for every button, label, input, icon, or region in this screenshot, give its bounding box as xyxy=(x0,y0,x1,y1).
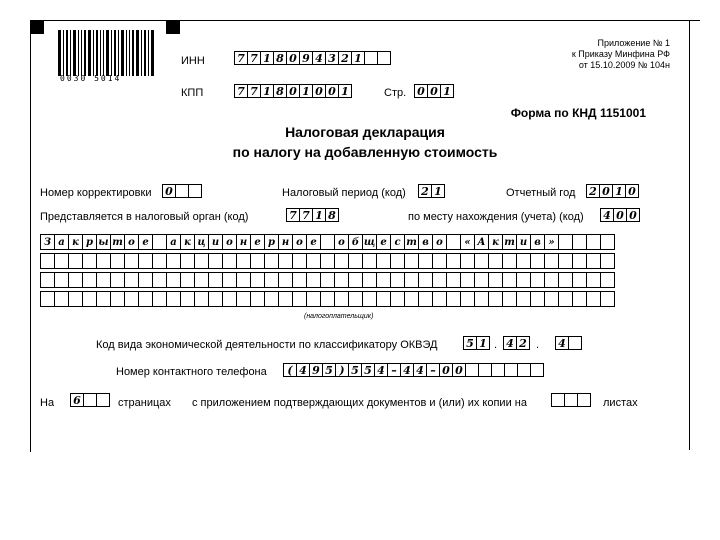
char-cell[interactable] xyxy=(362,272,377,288)
char-cell[interactable]: н xyxy=(278,234,293,250)
char-cell[interactable] xyxy=(292,253,307,269)
char-cell[interactable]: 1 xyxy=(440,84,454,98)
char-cell[interactable] xyxy=(418,291,433,307)
char-cell[interactable]: т xyxy=(110,234,125,250)
char-cell[interactable] xyxy=(460,291,475,307)
char-cell[interactable] xyxy=(558,272,573,288)
char-cell[interactable]: 7 xyxy=(286,208,300,222)
char-cell[interactable] xyxy=(600,291,615,307)
char-cell[interactable]: к xyxy=(180,234,195,250)
char-cell[interactable]: « xyxy=(460,234,475,250)
char-cell[interactable]: т xyxy=(404,234,419,250)
char-cell[interactable]: 0 xyxy=(599,184,613,198)
char-cell[interactable] xyxy=(124,253,139,269)
char-cell[interactable]: 3 xyxy=(325,51,339,65)
char-cell[interactable] xyxy=(517,363,531,377)
char-cell[interactable]: 0 xyxy=(414,84,428,98)
char-cell[interactable] xyxy=(194,272,209,288)
char-cell[interactable] xyxy=(40,272,55,288)
taxpayer-grid-row[interactable] xyxy=(40,253,615,269)
char-cell[interactable]: в xyxy=(418,234,433,250)
char-cell[interactable] xyxy=(82,253,97,269)
char-cell[interactable] xyxy=(446,291,461,307)
char-cell[interactable] xyxy=(334,291,349,307)
pages-mid-label: страницах xyxy=(118,397,171,409)
char-cell[interactable] xyxy=(68,291,83,307)
char-cell[interactable]: 1 xyxy=(312,208,326,222)
char-cell[interactable] xyxy=(250,291,265,307)
char-cell[interactable] xyxy=(516,253,531,269)
char-cell[interactable] xyxy=(488,253,503,269)
char-cell[interactable] xyxy=(194,253,209,269)
location-cells[interactable] xyxy=(600,208,640,222)
char-cell[interactable]: е xyxy=(376,234,391,250)
char-cell[interactable] xyxy=(320,291,335,307)
char-cell[interactable] xyxy=(40,291,55,307)
char-cell[interactable] xyxy=(460,253,475,269)
char-cell[interactable]: с xyxy=(390,234,405,250)
char-cell[interactable] xyxy=(110,272,125,288)
char-cell[interactable] xyxy=(460,272,475,288)
char-cell[interactable]: 1 xyxy=(260,51,274,65)
char-cell[interactable] xyxy=(180,272,195,288)
char-cell[interactable]: 4 xyxy=(374,363,388,377)
char-cell[interactable] xyxy=(572,272,587,288)
char-cell[interactable]: 0 xyxy=(286,84,300,98)
char-cell[interactable] xyxy=(110,291,125,307)
char-cell[interactable]: 8 xyxy=(325,208,339,222)
char-cell[interactable]: 7 xyxy=(299,208,313,222)
page-number-label: Стр. xyxy=(384,87,407,99)
char-cell[interactable]: 2 xyxy=(586,184,600,198)
char-cell[interactable] xyxy=(82,291,97,307)
char-cell[interactable] xyxy=(264,291,279,307)
char-cell[interactable]: 7 xyxy=(234,51,248,65)
char-cell[interactable] xyxy=(54,272,69,288)
char-cell[interactable] xyxy=(222,291,237,307)
char-cell[interactable]: 1 xyxy=(351,51,365,65)
char-cell[interactable] xyxy=(320,253,335,269)
char-cell[interactable] xyxy=(348,272,363,288)
char-cell[interactable] xyxy=(376,253,391,269)
char-cell[interactable]: ы xyxy=(96,234,111,250)
char-cell[interactable] xyxy=(54,253,69,269)
char-cell[interactable]: 0 xyxy=(312,84,326,98)
taxpayer-caption: (налогоплательщик) xyxy=(304,313,374,320)
char-cell[interactable] xyxy=(348,253,363,269)
char-cell[interactable] xyxy=(208,272,223,288)
char-cell[interactable] xyxy=(432,272,447,288)
char-cell[interactable]: 0 xyxy=(325,84,339,98)
char-cell[interactable] xyxy=(390,253,405,269)
char-cell[interactable] xyxy=(502,291,517,307)
char-cell[interactable] xyxy=(478,363,492,377)
char-cell[interactable]: 9 xyxy=(299,51,313,65)
char-cell[interactable] xyxy=(306,291,321,307)
page-top-edge xyxy=(30,20,700,21)
char-cell[interactable] xyxy=(138,253,153,269)
char-cell[interactable]: и xyxy=(208,234,223,250)
char-cell[interactable]: – xyxy=(387,363,401,377)
char-cell[interactable]: 0 xyxy=(613,208,627,222)
char-cell[interactable]: 4 xyxy=(503,336,517,350)
pages-prefix: На xyxy=(40,397,55,409)
char-cell[interactable] xyxy=(364,51,378,65)
char-cell[interactable]: к xyxy=(488,234,503,250)
char-cell[interactable]: 4 xyxy=(400,363,414,377)
sheets-label: листах xyxy=(603,397,638,409)
char-cell[interactable] xyxy=(572,253,587,269)
char-cell[interactable] xyxy=(600,253,615,269)
char-cell[interactable] xyxy=(264,253,279,269)
char-cell[interactable] xyxy=(404,253,419,269)
char-cell[interactable] xyxy=(320,272,335,288)
taxpayer-grid-row[interactable] xyxy=(40,291,615,307)
char-cell[interactable] xyxy=(320,234,335,250)
char-cell[interactable] xyxy=(544,253,559,269)
char-cell[interactable]: 1 xyxy=(612,184,626,198)
char-cell[interactable] xyxy=(530,363,544,377)
char-cell[interactable] xyxy=(376,272,391,288)
char-cell[interactable] xyxy=(250,272,265,288)
char-cell[interactable]: 8 xyxy=(273,84,287,98)
char-cell[interactable] xyxy=(377,51,391,65)
char-cell[interactable] xyxy=(432,253,447,269)
barcode xyxy=(58,30,158,76)
char-cell[interactable] xyxy=(572,234,587,250)
char-cell[interactable]: А xyxy=(474,234,489,250)
char-cell[interactable] xyxy=(564,393,578,407)
char-cell[interactable] xyxy=(600,272,615,288)
char-cell[interactable] xyxy=(236,291,251,307)
char-cell[interactable] xyxy=(236,253,251,269)
char-cell[interactable] xyxy=(572,291,587,307)
char-cell[interactable] xyxy=(390,272,405,288)
char-cell[interactable] xyxy=(124,291,139,307)
char-cell[interactable] xyxy=(502,253,517,269)
order-line-2: к Приказу Минфина РФ xyxy=(571,49,670,59)
char-cell[interactable]: 5 xyxy=(463,336,477,350)
inn-label: ИНН xyxy=(181,55,205,67)
attachment-cells[interactable] xyxy=(551,393,591,407)
char-cell[interactable] xyxy=(544,272,559,288)
char-cell[interactable] xyxy=(278,253,293,269)
char-cell[interactable] xyxy=(208,253,223,269)
char-cell[interactable]: 0 xyxy=(452,363,466,377)
char-cell[interactable] xyxy=(334,253,349,269)
char-cell[interactable]: ( xyxy=(283,363,297,377)
correction-label: Номер корректировки xyxy=(40,187,152,199)
char-cell[interactable] xyxy=(334,272,349,288)
char-cell[interactable]: 0 xyxy=(286,51,300,65)
char-cell[interactable]: – xyxy=(426,363,440,377)
char-cell[interactable]: 1 xyxy=(299,84,313,98)
char-cell[interactable]: 2 xyxy=(516,336,530,350)
char-cell[interactable] xyxy=(306,253,321,269)
char-cell[interactable]: 7 xyxy=(247,51,261,65)
order-reference xyxy=(520,38,670,71)
char-cell[interactable] xyxy=(348,291,363,307)
char-cell[interactable] xyxy=(180,291,195,307)
char-cell[interactable] xyxy=(152,234,167,250)
char-cell[interactable] xyxy=(504,363,518,377)
char-cell[interactable] xyxy=(278,272,293,288)
okved-cells-group-3[interactable] xyxy=(555,336,582,350)
char-cell[interactable] xyxy=(586,253,601,269)
char-cell[interactable]: 4 xyxy=(312,51,326,65)
char-cell[interactable] xyxy=(83,393,97,407)
barcode-number: 0030 5014 xyxy=(60,74,122,83)
char-cell[interactable]: 5 xyxy=(361,363,375,377)
corner-marker-left xyxy=(30,20,44,34)
char-cell[interactable] xyxy=(488,291,503,307)
char-cell[interactable]: щ xyxy=(362,234,377,250)
char-cell[interactable] xyxy=(68,272,83,288)
year-cells[interactable] xyxy=(586,184,639,198)
char-cell[interactable] xyxy=(264,272,279,288)
char-cell[interactable] xyxy=(558,253,573,269)
char-cell[interactable] xyxy=(390,291,405,307)
char-cell[interactable] xyxy=(152,272,167,288)
char-cell[interactable]: 4 xyxy=(555,336,569,350)
char-cell[interactable] xyxy=(194,291,209,307)
char-cell[interactable] xyxy=(488,272,503,288)
page-left-edge xyxy=(30,20,31,452)
char-cell[interactable] xyxy=(418,253,433,269)
location-label: по месту нахождения (учета) (код) xyxy=(408,211,584,223)
char-cell[interactable] xyxy=(474,272,489,288)
char-cell[interactable] xyxy=(138,272,153,288)
char-cell[interactable] xyxy=(577,393,591,407)
char-cell[interactable] xyxy=(278,291,293,307)
taxpayer-grid-row[interactable] xyxy=(40,234,615,250)
char-cell[interactable]: 0 xyxy=(162,184,176,198)
declaration-title: Налоговая декларация xyxy=(285,124,445,140)
char-cell[interactable]: в xyxy=(530,234,545,250)
authority-label: Представляется в налоговый орган (код) xyxy=(40,211,249,223)
char-cell[interactable] xyxy=(96,272,111,288)
taxpayer-name-grid[interactable] xyxy=(40,234,615,307)
order-line-3: от 15.10.2009 № 104н xyxy=(578,60,670,70)
char-cell[interactable] xyxy=(418,272,433,288)
char-cell[interactable] xyxy=(82,272,97,288)
char-cell[interactable] xyxy=(362,253,377,269)
char-cell[interactable] xyxy=(516,291,531,307)
declaration-subtitle: по налогу на добавленную стоимость xyxy=(232,144,498,160)
char-cell[interactable] xyxy=(292,291,307,307)
char-cell[interactable] xyxy=(586,291,601,307)
char-cell[interactable] xyxy=(474,253,489,269)
char-cell[interactable]: 5 xyxy=(322,363,336,377)
char-cell[interactable]: н xyxy=(236,234,251,250)
char-cell[interactable] xyxy=(175,184,189,198)
char-cell[interactable]: 2 xyxy=(418,184,432,198)
char-cell[interactable] xyxy=(124,272,139,288)
char-cell[interactable]: 1 xyxy=(260,84,274,98)
char-cell[interactable]: 4 xyxy=(296,363,310,377)
char-cell[interactable]: 7 xyxy=(247,84,261,98)
char-cell[interactable]: 7 xyxy=(234,84,248,98)
char-cell[interactable] xyxy=(166,291,181,307)
char-cell[interactable] xyxy=(491,363,505,377)
char-cell[interactable]: и xyxy=(516,234,531,250)
kpp-label: КПП xyxy=(181,87,204,99)
char-cell[interactable] xyxy=(54,291,69,307)
char-cell[interactable]: 4 xyxy=(413,363,427,377)
char-cell[interactable]: 0 xyxy=(625,184,639,198)
page-number-cells[interactable] xyxy=(414,84,454,98)
char-cell[interactable]: 2 xyxy=(338,51,352,65)
char-cell[interactable] xyxy=(96,393,110,407)
char-cell[interactable]: 1 xyxy=(476,336,490,350)
char-cell[interactable] xyxy=(208,291,223,307)
char-cell[interactable]: » xyxy=(544,234,559,250)
char-cell[interactable] xyxy=(530,253,545,269)
char-cell[interactable]: 9 xyxy=(309,363,323,377)
pages-cells[interactable] xyxy=(70,393,110,407)
char-cell[interactable] xyxy=(586,234,601,250)
okved-separator-1: . xyxy=(494,339,498,351)
char-cell[interactable] xyxy=(188,184,202,198)
char-cell[interactable] xyxy=(474,291,489,307)
inn-cells[interactable] xyxy=(234,51,391,65)
char-cell[interactable] xyxy=(551,393,565,407)
char-cell[interactable] xyxy=(544,291,559,307)
char-cell[interactable]: а xyxy=(166,234,181,250)
char-cell[interactable]: 5 xyxy=(348,363,362,377)
char-cell[interactable] xyxy=(586,272,601,288)
attachment-label: с приложением подтверждающих документов и (или) их копии на xyxy=(192,397,527,409)
char-cell[interactable]: о xyxy=(292,234,307,250)
char-cell[interactable] xyxy=(222,253,237,269)
char-cell[interactable] xyxy=(152,253,167,269)
char-cell[interactable] xyxy=(446,272,461,288)
char-cell[interactable] xyxy=(236,272,251,288)
char-cell[interactable]: 4 xyxy=(600,208,614,222)
knd-form-code: Форма по КНД 1151001 xyxy=(510,106,646,120)
char-cell[interactable]: о xyxy=(334,234,349,250)
correction-cells[interactable] xyxy=(162,184,202,198)
char-cell[interactable] xyxy=(138,291,153,307)
char-cell[interactable] xyxy=(306,272,321,288)
char-cell[interactable]: 1 xyxy=(431,184,445,198)
char-cell[interactable]: 0 xyxy=(427,84,441,98)
char-cell[interactable] xyxy=(96,291,111,307)
char-cell[interactable]: 0 xyxy=(439,363,453,377)
authority-cells[interactable] xyxy=(286,208,339,222)
char-cell[interactable]: р xyxy=(82,234,97,250)
char-cell[interactable]: 1 xyxy=(338,84,352,98)
kpp-cells[interactable] xyxy=(234,84,352,98)
period-label: Налоговый период (код) xyxy=(282,187,406,199)
char-cell[interactable] xyxy=(376,291,391,307)
char-cell[interactable] xyxy=(465,363,479,377)
char-cell[interactable] xyxy=(530,291,545,307)
char-cell[interactable]: 6 xyxy=(70,393,84,407)
char-cell[interactable] xyxy=(166,253,181,269)
okved-label: Код вида экономической деятельности по классификатору ОКВЭД xyxy=(96,339,438,351)
char-cell[interactable] xyxy=(446,234,461,250)
okved-separator-2: . xyxy=(536,339,540,351)
char-cell[interactable] xyxy=(110,253,125,269)
char-cell[interactable]: ц xyxy=(194,234,209,250)
phone-cells[interactable] xyxy=(283,363,544,377)
char-cell[interactable] xyxy=(362,291,377,307)
char-cell[interactable] xyxy=(152,291,167,307)
char-cell[interactable]: 8 xyxy=(273,51,287,65)
char-cell[interactable]: е xyxy=(138,234,153,250)
period-cells[interactable] xyxy=(418,184,445,198)
char-cell[interactable]: ) xyxy=(335,363,349,377)
char-cell[interactable]: а xyxy=(54,234,69,250)
char-cell[interactable] xyxy=(68,253,83,269)
char-cell[interactable]: е xyxy=(306,234,321,250)
char-cell[interactable]: о xyxy=(222,234,237,250)
char-cell[interactable] xyxy=(404,272,419,288)
char-cell[interactable] xyxy=(166,272,181,288)
year-label: Отчетный год xyxy=(506,187,576,199)
char-cell[interactable] xyxy=(250,253,265,269)
char-cell[interactable] xyxy=(404,291,419,307)
char-cell[interactable]: б xyxy=(348,234,363,250)
char-cell[interactable] xyxy=(530,272,545,288)
char-cell[interactable]: е xyxy=(250,234,265,250)
char-cell[interactable] xyxy=(516,272,531,288)
char-cell[interactable] xyxy=(180,253,195,269)
char-cell[interactable]: т xyxy=(502,234,517,250)
char-cell[interactable] xyxy=(292,272,307,288)
char-cell[interactable]: о xyxy=(124,234,139,250)
char-cell[interactable] xyxy=(432,291,447,307)
char-cell[interactable] xyxy=(600,234,615,250)
phone-label: Номер контактного телефона xyxy=(116,366,267,378)
char-cell[interactable] xyxy=(558,291,573,307)
char-cell[interactable] xyxy=(96,253,111,269)
page-right-edge xyxy=(689,20,690,450)
order-line-1: Приложение № 1 xyxy=(597,38,670,48)
char-cell[interactable] xyxy=(568,336,582,350)
taxpayer-grid-row[interactable] xyxy=(40,272,615,288)
char-cell[interactable]: к xyxy=(68,234,83,250)
okved-cells-group-1[interactable] xyxy=(463,336,490,350)
char-cell[interactable]: о xyxy=(432,234,447,250)
corner-marker-right xyxy=(166,20,180,34)
char-cell[interactable] xyxy=(502,272,517,288)
okved-cells-group-2[interactable] xyxy=(503,336,530,350)
char-cell[interactable] xyxy=(558,234,573,250)
char-cell[interactable] xyxy=(40,253,55,269)
char-cell[interactable] xyxy=(222,272,237,288)
char-cell[interactable]: З xyxy=(40,234,55,250)
char-cell[interactable] xyxy=(446,253,461,269)
char-cell[interactable]: р xyxy=(264,234,279,250)
char-cell[interactable]: 0 xyxy=(626,208,640,222)
